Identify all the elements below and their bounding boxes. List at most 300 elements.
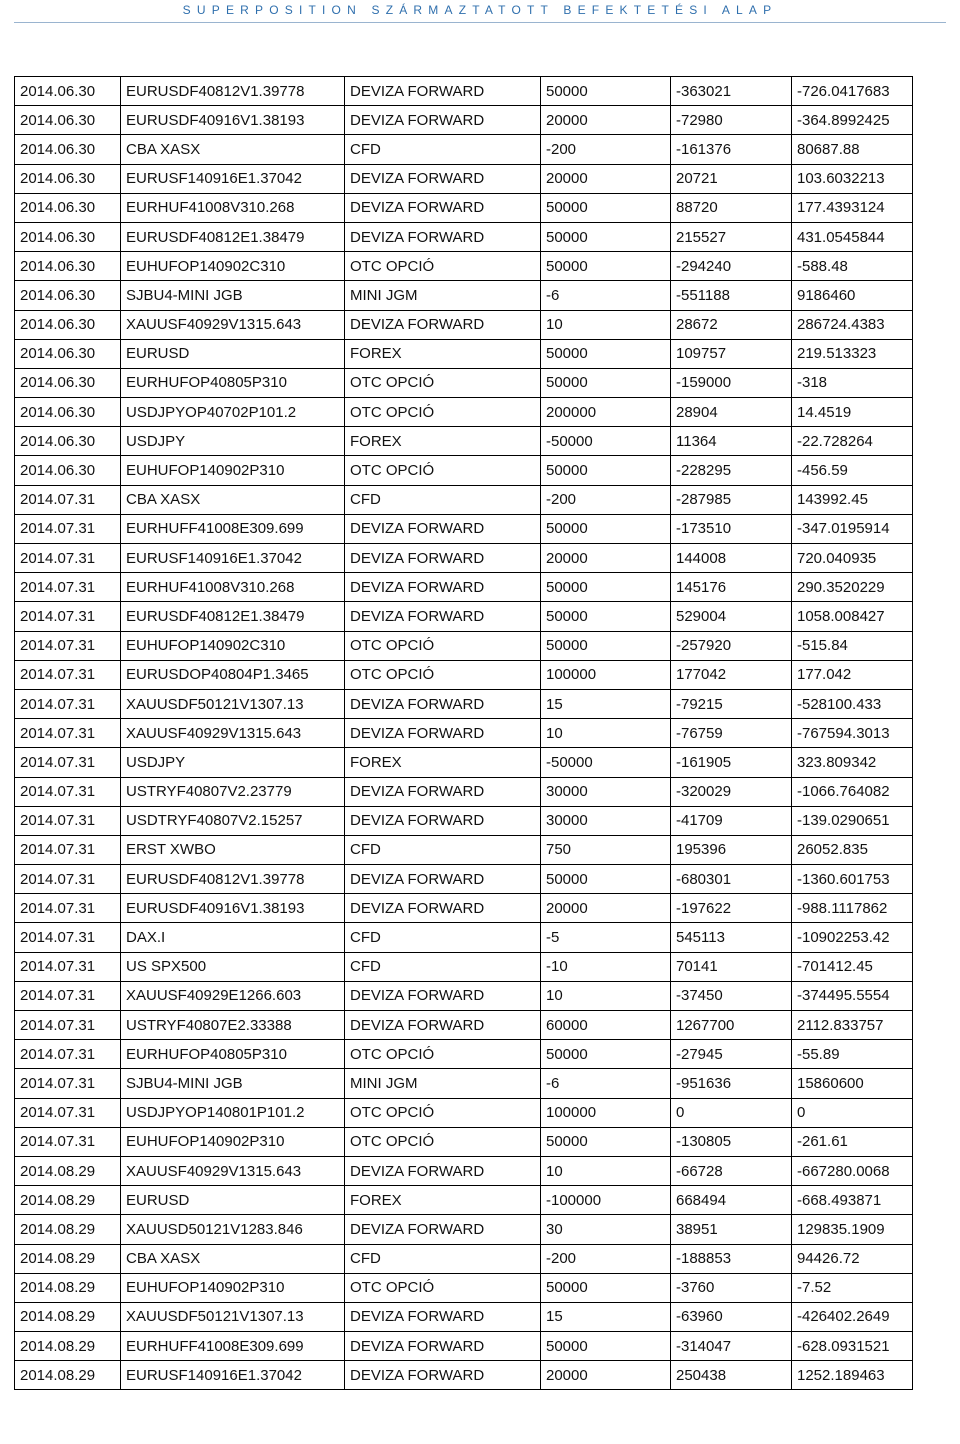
table-row <box>15 77 913 106</box>
table-row <box>15 135 913 164</box>
amount-cell: -374495.5554 <box>792 981 913 1010</box>
table-row <box>15 1361 913 1390</box>
amount-cell: 129835.1909 <box>792 1215 913 1244</box>
table-row <box>15 398 913 427</box>
table-row <box>15 719 913 748</box>
quantity-cell: 50000 <box>541 573 671 602</box>
type-cell: DEVIZA FORWARD <box>345 1302 541 1331</box>
date-cell: 2014.07.31 <box>15 1069 121 1098</box>
quantity-cell: 50000 <box>541 77 671 106</box>
quantity-cell: 50000 <box>541 193 671 222</box>
instrument-cell: USDJPY <box>121 748 345 777</box>
instrument-cell: XAUUSD50121V1283.846 <box>121 1215 345 1244</box>
instrument-cell: EUHUFOP140902P310 <box>121 1127 345 1156</box>
amount-cell: -261.61 <box>792 1127 913 1156</box>
table-row <box>15 514 913 543</box>
value-cell: 145176 <box>671 573 792 602</box>
date-cell: 2014.08.29 <box>15 1156 121 1185</box>
amount-cell: -55.89 <box>792 1040 913 1069</box>
amount-cell: -515.84 <box>792 631 913 660</box>
date-cell: 2014.08.29 <box>15 1215 121 1244</box>
table-row <box>15 106 913 135</box>
amount-cell: 9186460 <box>792 281 913 310</box>
instrument-cell: XAUUSF40929V1315.643 <box>121 310 345 339</box>
type-cell: DEVIZA FORWARD <box>345 310 541 339</box>
value-cell: 215527 <box>671 222 792 251</box>
type-cell: FOREX <box>345 427 541 456</box>
date-cell: 2014.07.31 <box>15 544 121 573</box>
instrument-cell: EURHUFOP40805P310 <box>121 1040 345 1069</box>
type-cell: OTC OPCIÓ <box>345 1040 541 1069</box>
quantity-cell: 20000 <box>541 894 671 923</box>
quantity-cell: 50000 <box>541 456 671 485</box>
table-row <box>15 164 913 193</box>
date-cell: 2014.06.30 <box>15 77 121 106</box>
quantity-cell: 10 <box>541 981 671 1010</box>
value-cell: -41709 <box>671 806 792 835</box>
value-cell: 28672 <box>671 310 792 339</box>
type-cell: CFD <box>345 135 541 164</box>
table-row <box>15 865 913 894</box>
date-cell: 2014.06.30 <box>15 135 121 164</box>
quantity-cell: 50000 <box>541 865 671 894</box>
instrument-cell: EURUSDF40812V1.39778 <box>121 865 345 894</box>
date-cell: 2014.08.29 <box>15 1273 121 1302</box>
value-cell: -66728 <box>671 1156 792 1185</box>
value-cell: 195396 <box>671 835 792 864</box>
date-cell: 2014.06.30 <box>15 368 121 397</box>
type-cell: DEVIZA FORWARD <box>345 1156 541 1185</box>
instrument-cell: XAUUSF40929V1315.643 <box>121 1156 345 1185</box>
instrument-cell: EURHUF41008V310.268 <box>121 193 345 222</box>
quantity-cell: 100000 <box>541 660 671 689</box>
quantity-cell: 20000 <box>541 106 671 135</box>
quantity-cell: 50000 <box>541 368 671 397</box>
value-cell: 20721 <box>671 164 792 193</box>
quantity-cell: -6 <box>541 1069 671 1098</box>
value-cell: -551188 <box>671 281 792 310</box>
table-row <box>15 894 913 923</box>
date-cell: 2014.08.29 <box>15 1332 121 1361</box>
table-row <box>15 281 913 310</box>
type-cell: DEVIZA FORWARD <box>345 1011 541 1040</box>
instrument-cell: EUHUFOP140902C310 <box>121 631 345 660</box>
table-row <box>15 1127 913 1156</box>
instrument-cell: CBA XASX <box>121 485 345 514</box>
quantity-cell: 15 <box>541 689 671 718</box>
instrument-cell: SJBU4-MINI JGB <box>121 1069 345 1098</box>
table-row <box>15 544 913 573</box>
type-cell: FOREX <box>345 339 541 368</box>
instrument-cell: EURUSF140916E1.37042 <box>121 544 345 573</box>
amount-cell: 15860600 <box>792 1069 913 1098</box>
date-cell: 2014.08.29 <box>15 1302 121 1331</box>
quantity-cell: -10 <box>541 952 671 981</box>
table-row <box>15 222 913 251</box>
value-cell: -197622 <box>671 894 792 923</box>
date-cell: 2014.07.31 <box>15 689 121 718</box>
table-row <box>15 1302 913 1331</box>
instrument-cell: XAUUSDF50121V1307.13 <box>121 1302 345 1331</box>
page-header-title: SUPERPOSITION SZÁRMAZTATOTT BEFEKTETÉSI ALAP <box>182 3 778 17</box>
amount-cell: -347.0195914 <box>792 514 913 543</box>
instrument-cell: EURHUFF41008E309.699 <box>121 514 345 543</box>
value-cell: -79215 <box>671 689 792 718</box>
date-cell: 2014.07.31 <box>15 806 121 835</box>
table-row <box>15 193 913 222</box>
date-cell: 2014.07.31 <box>15 719 121 748</box>
table-row <box>15 1011 913 1040</box>
quantity-cell: 10 <box>541 1156 671 1185</box>
date-cell: 2014.07.31 <box>15 952 121 981</box>
quantity-cell: 50000 <box>541 1040 671 1069</box>
date-cell: 2014.07.31 <box>15 923 121 952</box>
date-cell: 2014.08.29 <box>15 1186 121 1215</box>
type-cell: OTC OPCIÓ <box>345 1127 541 1156</box>
amount-cell: 94426.72 <box>792 1244 913 1273</box>
quantity-cell: 30 <box>541 1215 671 1244</box>
instrument-cell: EURUSDF40812E1.38479 <box>121 222 345 251</box>
table-row <box>15 806 913 835</box>
amount-cell: -668.493871 <box>792 1186 913 1215</box>
quantity-cell: 30000 <box>541 806 671 835</box>
type-cell: DEVIZA FORWARD <box>345 602 541 631</box>
date-cell: 2014.07.31 <box>15 514 121 543</box>
table-row <box>15 923 913 952</box>
amount-cell: 103.6032213 <box>792 164 913 193</box>
instrument-cell: EURHUFOP40805P310 <box>121 368 345 397</box>
quantity-cell: -6 <box>541 281 671 310</box>
type-cell: DEVIZA FORWARD <box>345 544 541 573</box>
type-cell: DEVIZA FORWARD <box>345 106 541 135</box>
value-cell: 38951 <box>671 1215 792 1244</box>
table-row <box>15 777 913 806</box>
table-row <box>15 456 913 485</box>
quantity-cell: -200 <box>541 485 671 514</box>
value-cell: -951636 <box>671 1069 792 1098</box>
instrument-cell: USTRYF40807V2.23779 <box>121 777 345 806</box>
date-cell: 2014.07.31 <box>15 1040 121 1069</box>
instrument-cell: CBA XASX <box>121 135 345 164</box>
value-cell: -173510 <box>671 514 792 543</box>
instrument-cell: EURHUFF41008E309.699 <box>121 1332 345 1361</box>
quantity-cell: 60000 <box>541 1011 671 1040</box>
amount-cell: -1360.601753 <box>792 865 913 894</box>
value-cell: 668494 <box>671 1186 792 1215</box>
amount-cell: 80687.88 <box>792 135 913 164</box>
table-row <box>15 485 913 514</box>
table-row <box>15 1156 913 1185</box>
quantity-cell: 50000 <box>541 222 671 251</box>
amount-cell: 290.3520229 <box>792 573 913 602</box>
value-cell: -161376 <box>671 135 792 164</box>
instrument-cell: XAUUSDF50121V1307.13 <box>121 689 345 718</box>
quantity-cell: -5 <box>541 923 671 952</box>
type-cell: DEVIZA FORWARD <box>345 865 541 894</box>
amount-cell: -22.728264 <box>792 427 913 456</box>
table-row <box>15 835 913 864</box>
type-cell: CFD <box>345 923 541 952</box>
quantity-cell: 50000 <box>541 631 671 660</box>
type-cell: MINI JGM <box>345 281 541 310</box>
type-cell: DEVIZA FORWARD <box>345 689 541 718</box>
value-cell: 529004 <box>671 602 792 631</box>
instrument-cell: SJBU4-MINI JGB <box>121 281 345 310</box>
date-cell: 2014.06.30 <box>15 310 121 339</box>
table-row <box>15 310 913 339</box>
table-row <box>15 689 913 718</box>
quantity-cell: 10 <box>541 719 671 748</box>
date-cell: 2014.08.29 <box>15 1244 121 1273</box>
type-cell: DEVIZA FORWARD <box>345 1361 541 1390</box>
type-cell: FOREX <box>345 748 541 777</box>
amount-cell: -456.59 <box>792 456 913 485</box>
instrument-cell: USDTRYF40807V2.15257 <box>121 806 345 835</box>
date-cell: 2014.07.31 <box>15 1098 121 1127</box>
date-cell: 2014.06.30 <box>15 222 121 251</box>
table-row <box>15 602 913 631</box>
type-cell: DEVIZA FORWARD <box>345 1215 541 1244</box>
date-cell: 2014.07.31 <box>15 573 121 602</box>
quantity-cell: 100000 <box>541 1098 671 1127</box>
date-cell: 2014.06.30 <box>15 252 121 281</box>
quantity-cell: 50000 <box>541 1127 671 1156</box>
value-cell: -320029 <box>671 777 792 806</box>
table-row <box>15 1215 913 1244</box>
amount-cell: 0 <box>792 1098 913 1127</box>
header-divider <box>14 22 946 23</box>
instrument-cell: EURUSF140916E1.37042 <box>121 1361 345 1390</box>
table-row <box>15 1244 913 1273</box>
positions-table-body <box>15 77 913 1390</box>
amount-cell: -7.52 <box>792 1273 913 1302</box>
type-cell: MINI JGM <box>345 1069 541 1098</box>
date-cell: 2014.06.30 <box>15 193 121 222</box>
type-cell: DEVIZA FORWARD <box>345 894 541 923</box>
instrument-cell: EURHUF41008V310.268 <box>121 573 345 602</box>
type-cell: DEVIZA FORWARD <box>345 1332 541 1361</box>
table-row <box>15 252 913 281</box>
date-cell: 2014.07.31 <box>15 894 121 923</box>
date-cell: 2014.06.30 <box>15 339 121 368</box>
type-cell: DEVIZA FORWARD <box>345 719 541 748</box>
quantity-cell: 20000 <box>541 1361 671 1390</box>
value-cell: 177042 <box>671 660 792 689</box>
date-cell: 2014.07.31 <box>15 748 121 777</box>
amount-cell: 177.4393124 <box>792 193 913 222</box>
value-cell: -76759 <box>671 719 792 748</box>
instrument-cell: USTRYF40807E2.33388 <box>121 1011 345 1040</box>
positions-table <box>14 76 913 1390</box>
amount-cell: -139.0290651 <box>792 806 913 835</box>
value-cell: -228295 <box>671 456 792 485</box>
table-row <box>15 631 913 660</box>
quantity-cell: 50000 <box>541 1332 671 1361</box>
type-cell: DEVIZA FORWARD <box>345 77 541 106</box>
date-cell: 2014.06.30 <box>15 281 121 310</box>
amount-cell: 1058.008427 <box>792 602 913 631</box>
quantity-cell: 20000 <box>541 544 671 573</box>
instrument-cell: EURUSDF40916V1.38193 <box>121 894 345 923</box>
quantity-cell: -50000 <box>541 748 671 777</box>
date-cell: 2014.07.31 <box>15 981 121 1010</box>
amount-cell: -588.48 <box>792 252 913 281</box>
value-cell: -3760 <box>671 1273 792 1302</box>
table-row <box>15 748 913 777</box>
type-cell: DEVIZA FORWARD <box>345 514 541 543</box>
quantity-cell: -200 <box>541 1244 671 1273</box>
amount-cell: -701412.45 <box>792 952 913 981</box>
instrument-cell: EURUSD <box>121 1186 345 1215</box>
type-cell: DEVIZA FORWARD <box>345 573 541 602</box>
table-row <box>15 952 913 981</box>
table-row <box>15 368 913 397</box>
value-cell: 1267700 <box>671 1011 792 1040</box>
type-cell: CFD <box>345 1244 541 1273</box>
date-cell: 2014.07.31 <box>15 835 121 864</box>
amount-cell: -667280.0068 <box>792 1156 913 1185</box>
value-cell: -27945 <box>671 1040 792 1069</box>
type-cell: OTC OPCIÓ <box>345 368 541 397</box>
value-cell: -188853 <box>671 1244 792 1273</box>
amount-cell: 177.042 <box>792 660 913 689</box>
type-cell: OTC OPCIÓ <box>345 1273 541 1302</box>
amount-cell: -628.0931521 <box>792 1332 913 1361</box>
date-cell: 2014.07.31 <box>15 1011 121 1040</box>
quantity-cell: 750 <box>541 835 671 864</box>
quantity-cell: -200 <box>541 135 671 164</box>
value-cell: 250438 <box>671 1361 792 1390</box>
amount-cell: 14.4519 <box>792 398 913 427</box>
instrument-cell: CBA XASX <box>121 1244 345 1273</box>
amount-cell: 431.0545844 <box>792 222 913 251</box>
date-cell: 2014.08.29 <box>15 1361 121 1390</box>
instrument-cell: XAUUSF40929E1266.603 <box>121 981 345 1010</box>
type-cell: CFD <box>345 485 541 514</box>
instrument-cell: EUHUFOP140902P310 <box>121 1273 345 1302</box>
amount-cell: -726.0417683 <box>792 77 913 106</box>
instrument-cell: EURUSDF40812E1.38479 <box>121 602 345 631</box>
type-cell: DEVIZA FORWARD <box>345 164 541 193</box>
amount-cell: -988.1117862 <box>792 894 913 923</box>
instrument-cell: ERST XWBO <box>121 835 345 864</box>
instrument-cell: USDJPYOP40702P101.2 <box>121 398 345 427</box>
table-row <box>15 660 913 689</box>
instrument-cell: EURUSD <box>121 339 345 368</box>
type-cell: OTC OPCIÓ <box>345 252 541 281</box>
table-row <box>15 1273 913 1302</box>
date-cell: 2014.07.31 <box>15 602 121 631</box>
amount-cell: 286724.4383 <box>792 310 913 339</box>
amount-cell: 143992.45 <box>792 485 913 514</box>
value-cell: -294240 <box>671 252 792 281</box>
type-cell: CFD <box>345 835 541 864</box>
quantity-cell: 10 <box>541 310 671 339</box>
quantity-cell: 50000 <box>541 339 671 368</box>
amount-cell: 219.513323 <box>792 339 913 368</box>
table-row <box>15 1040 913 1069</box>
value-cell: 70141 <box>671 952 792 981</box>
quantity-cell: 50000 <box>541 602 671 631</box>
amount-cell: 720.040935 <box>792 544 913 573</box>
value-cell: 88720 <box>671 193 792 222</box>
amount-cell: -318 <box>792 368 913 397</box>
instrument-cell: DAX.I <box>121 923 345 952</box>
value-cell: 545113 <box>671 923 792 952</box>
type-cell: FOREX <box>345 1186 541 1215</box>
value-cell: 28904 <box>671 398 792 427</box>
table-row <box>15 573 913 602</box>
type-cell: DEVIZA FORWARD <box>345 777 541 806</box>
value-cell: -159000 <box>671 368 792 397</box>
value-cell: 109757 <box>671 339 792 368</box>
table-row <box>15 1186 913 1215</box>
value-cell: -37450 <box>671 981 792 1010</box>
value-cell: 0 <box>671 1098 792 1127</box>
quantity-cell: 50000 <box>541 514 671 543</box>
date-cell: 2014.07.31 <box>15 485 121 514</box>
value-cell: -130805 <box>671 1127 792 1156</box>
instrument-cell: EUHUFOP140902C310 <box>121 252 345 281</box>
type-cell: OTC OPCIÓ <box>345 631 541 660</box>
type-cell: OTC OPCIÓ <box>345 456 541 485</box>
date-cell: 2014.07.31 <box>15 865 121 894</box>
quantity-cell: 20000 <box>541 164 671 193</box>
table-row <box>15 427 913 456</box>
value-cell: 11364 <box>671 427 792 456</box>
date-cell: 2014.06.30 <box>15 164 121 193</box>
table-row <box>15 339 913 368</box>
date-cell: 2014.07.31 <box>15 660 121 689</box>
table-row <box>15 1098 913 1127</box>
type-cell: OTC OPCIÓ <box>345 1098 541 1127</box>
quantity-cell: 50000 <box>541 252 671 281</box>
type-cell: DEVIZA FORWARD <box>345 193 541 222</box>
value-cell: -363021 <box>671 77 792 106</box>
type-cell: DEVIZA FORWARD <box>345 806 541 835</box>
quantity-cell: 15 <box>541 1302 671 1331</box>
type-cell: OTC OPCIÓ <box>345 660 541 689</box>
value-cell: -63960 <box>671 1302 792 1331</box>
quantity-cell: -100000 <box>541 1186 671 1215</box>
amount-cell: 26052.835 <box>792 835 913 864</box>
value-cell: -72980 <box>671 106 792 135</box>
value-cell: -287985 <box>671 485 792 514</box>
date-cell: 2014.06.30 <box>15 427 121 456</box>
instrument-cell: XAUUSF40929V1315.643 <box>121 719 345 748</box>
instrument-cell: USDJPY <box>121 427 345 456</box>
value-cell: -314047 <box>671 1332 792 1361</box>
instrument-cell: EURUSDOP40804P1.3465 <box>121 660 345 689</box>
amount-cell: 323.809342 <box>792 748 913 777</box>
amount-cell: 2112.833757 <box>792 1011 913 1040</box>
quantity-cell: 50000 <box>541 1273 671 1302</box>
instrument-cell: USDJPYOP140801P101.2 <box>121 1098 345 1127</box>
amount-cell: -10902253.42 <box>792 923 913 952</box>
value-cell: -161905 <box>671 748 792 777</box>
quantity-cell: 200000 <box>541 398 671 427</box>
amount-cell: 1252.189463 <box>792 1361 913 1390</box>
type-cell: DEVIZA FORWARD <box>345 981 541 1010</box>
value-cell: -680301 <box>671 865 792 894</box>
instrument-cell: EURUSF140916E1.37042 <box>121 164 345 193</box>
quantity-cell: -50000 <box>541 427 671 456</box>
type-cell: DEVIZA FORWARD <box>345 222 541 251</box>
date-cell: 2014.06.30 <box>15 398 121 427</box>
amount-cell: -426402.2649 <box>792 1302 913 1331</box>
quantity-cell: 30000 <box>541 777 671 806</box>
table-row <box>15 981 913 1010</box>
